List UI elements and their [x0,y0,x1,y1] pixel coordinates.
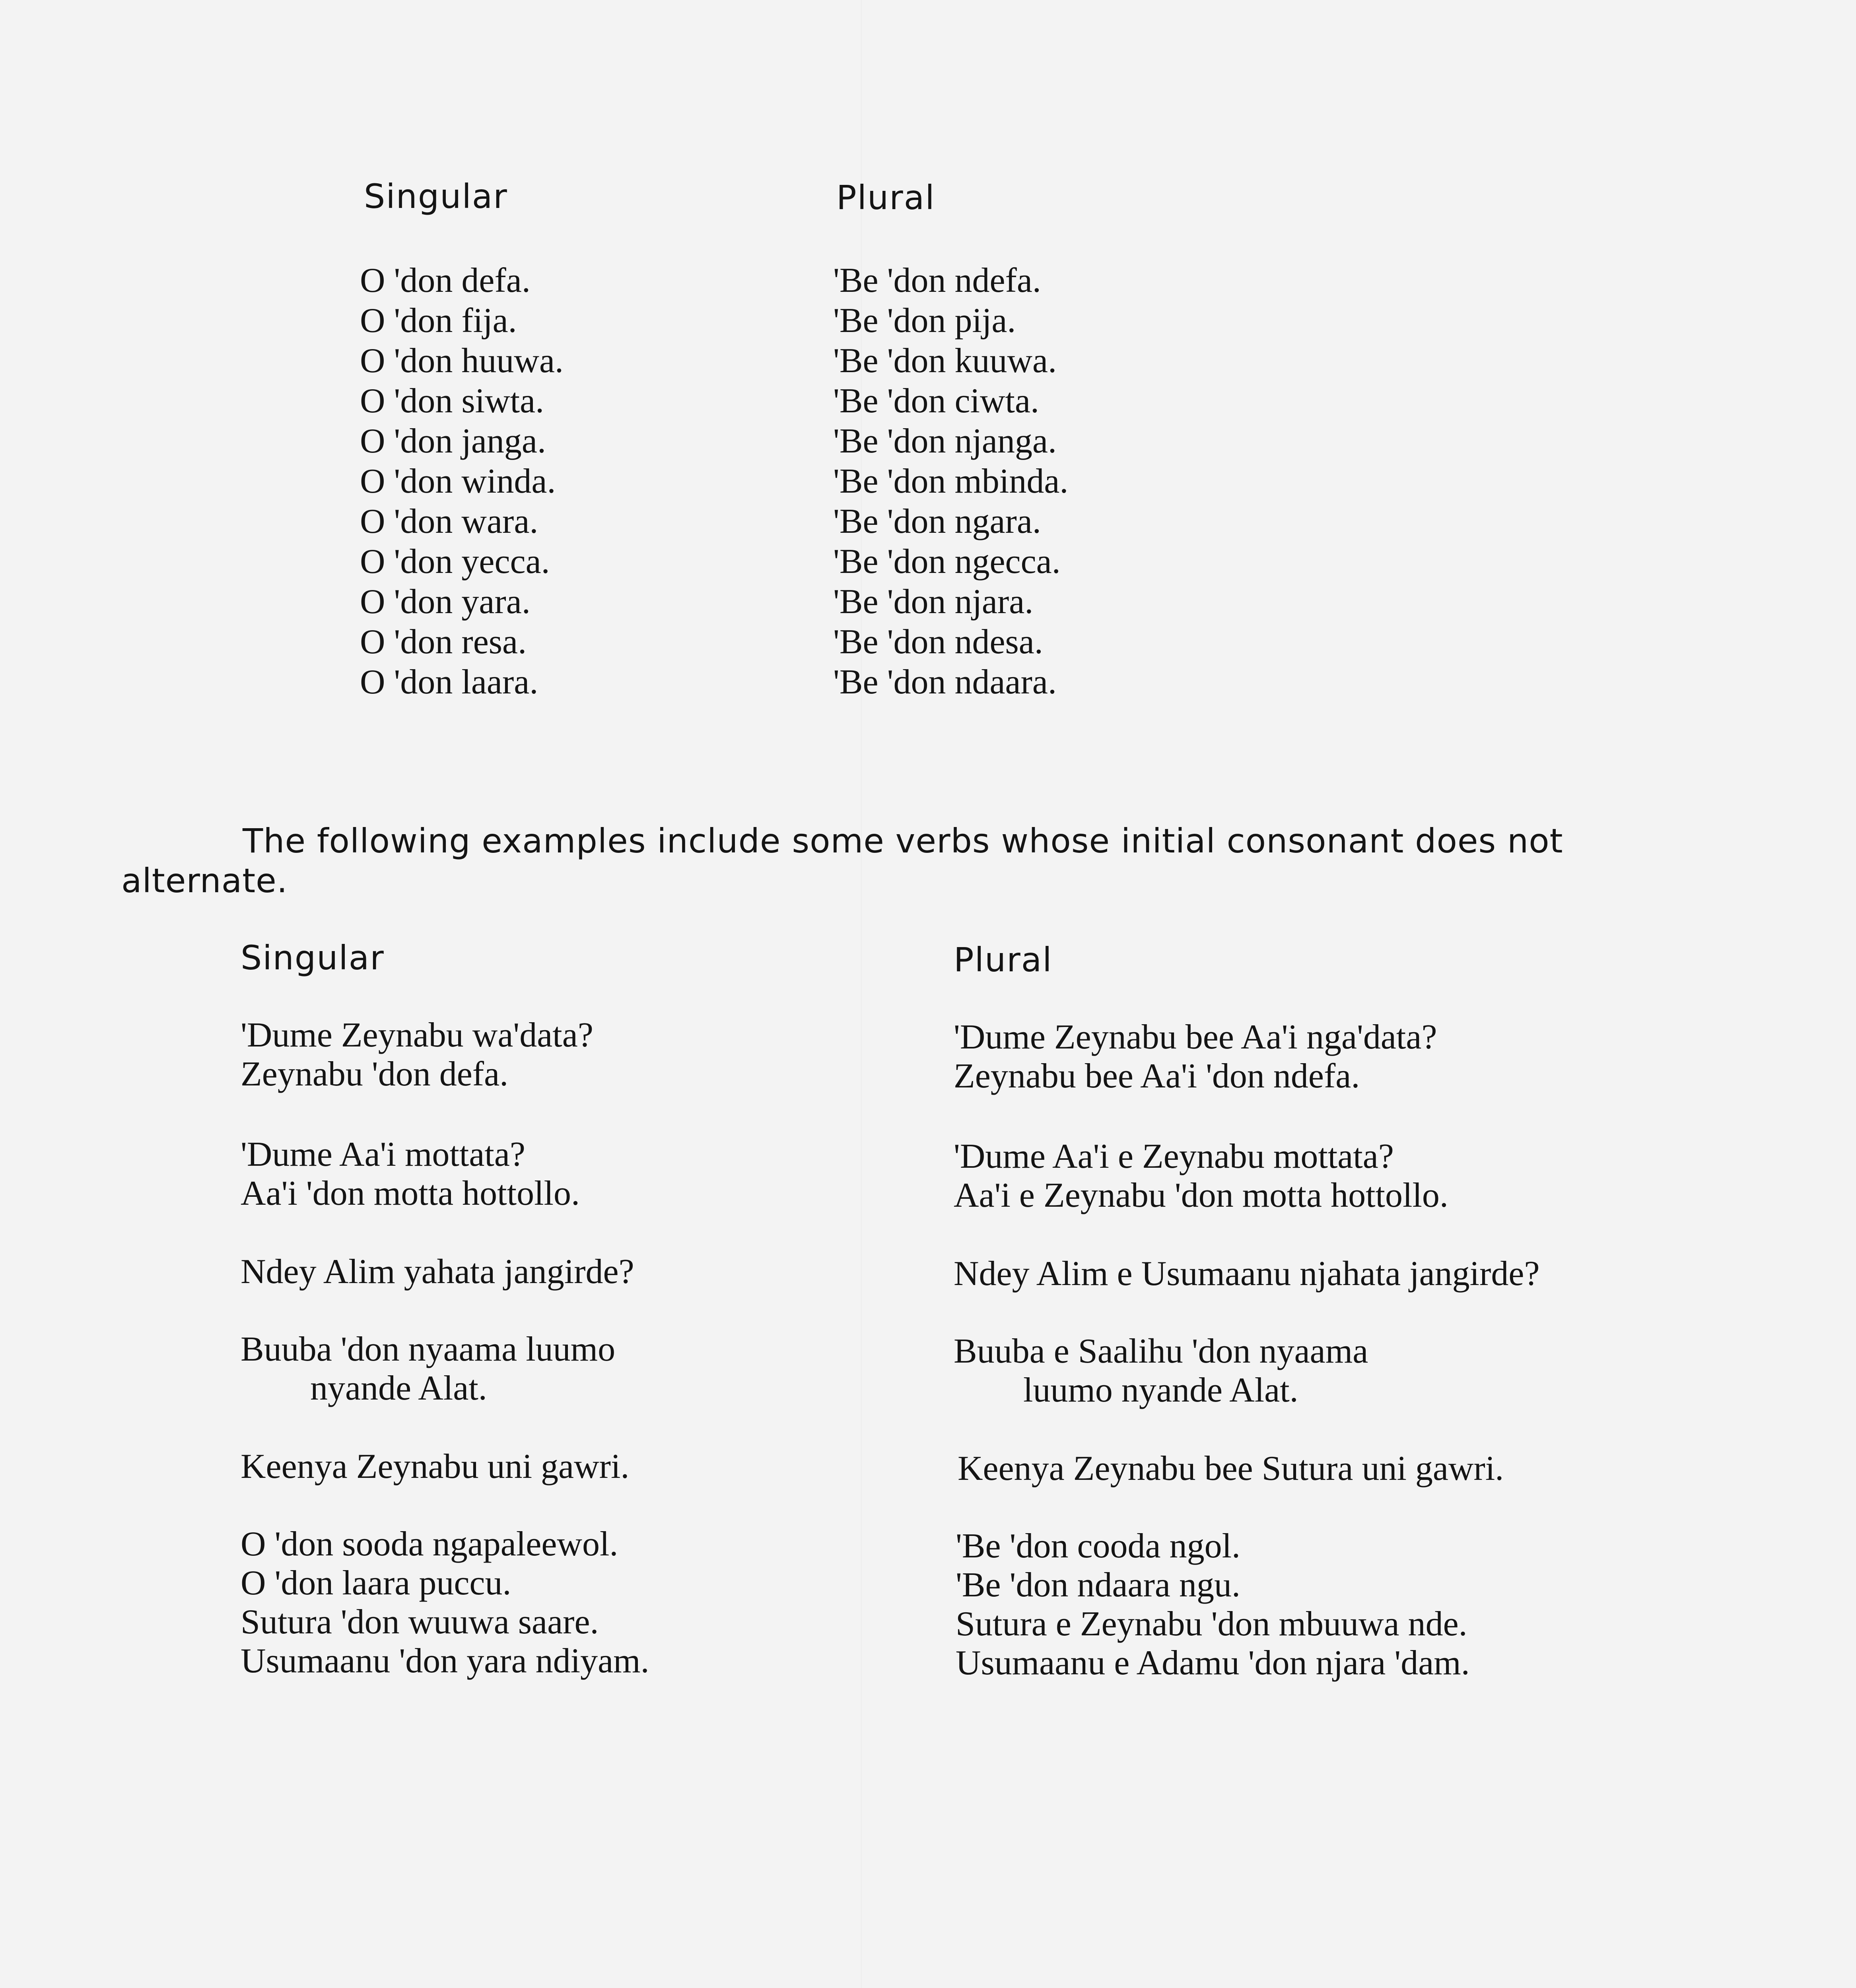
example-group-6-singular [241,1525,649,1681]
list-item: 'Be 'don pija. [833,301,1016,340]
list-item: O 'don defa. [360,261,531,300]
examples-plural-header: Plural [954,940,1053,979]
example-group-4-plural [954,1332,1368,1410]
example-group-1-singular [241,1016,593,1094]
example-sentence: Keenya Zeynabu uni gawri. [241,1447,630,1486]
example-sentence: Buuba 'don nyaama luumo [241,1330,616,1369]
list-item: O 'don fija. [360,301,517,340]
example-group-1-plural [954,1018,1437,1096]
list-item: O 'don yecca. [360,542,550,581]
example-sentence: Keenya Zeynabu bee Sutura uni gawri. [958,1449,1504,1488]
example-sentence: 'Be 'don cooda ngol. [956,1527,1241,1565]
example-sentence: Aa'i e Zeynabu 'don motta hottollo. [954,1176,1448,1215]
list-item: 'Be 'don ngara. [833,502,1041,541]
example-sentence: Zeynabu 'don defa. [241,1055,509,1093]
example-sentence: Zeynabu bee Aa'i 'don ndefa. [954,1057,1360,1095]
example-sentence: Usumaanu 'don yara ndiyam. [241,1642,649,1680]
example-sentence-continuation: nyande Alat. [310,1369,487,1408]
list-item: O 'don janga. [360,422,546,460]
example-sentence: Sutura e Zeynabu 'don mbuuwa nde. [956,1605,1467,1643]
example-sentence: 'Dume Aa'i mottata? [241,1135,525,1174]
example-group-5-singular [241,1447,629,1486]
example-group-2-plural [954,1137,1448,1215]
list-item: O 'don resa. [360,623,527,661]
list-item: O 'don laara. [360,663,538,701]
example-group-6-plural [956,1527,1470,1683]
top-singular-list [360,260,564,702]
example-sentence: O 'don laara puccu. [241,1564,511,1602]
example-sentence: Sutura 'don wuuwa saare. [241,1603,599,1641]
example-sentence: 'Dume Aa'i e Zeynabu mottata? [954,1137,1394,1176]
example-sentence: Buuba e Saalihu 'don nyaama [954,1332,1368,1371]
examples-singular-header: Singular [241,938,385,977]
example-sentence: Ndey Alim yahata jangirde? [241,1252,634,1291]
list-item: O 'don huuwa. [360,342,564,380]
example-sentence: Ndey Alim e Usumaanu njahata jangirde? [954,1254,1540,1293]
example-group-3-plural [954,1254,1540,1293]
list-item: 'Be 'don ndaara. [833,663,1057,701]
list-item: O 'don yara. [360,582,531,621]
example-sentence: 'Dume Zeynabu wa'data? [241,1016,593,1054]
list-item: O 'don siwta. [360,382,544,420]
list-item: 'Be 'don mbinda. [833,462,1069,501]
list-item: 'Be 'don njara. [833,582,1034,621]
example-sentence: O 'don sooda ngapaleewol. [241,1525,618,1563]
list-item: O 'don winda. [360,462,556,501]
list-item: 'Be 'don ndesa. [833,623,1043,661]
list-item: O 'don wara. [360,502,538,541]
top-plural-list [833,260,1068,702]
example-group-3-singular [241,1252,634,1291]
example-group-2-singular [241,1135,580,1213]
example-group-4-singular [241,1330,615,1408]
example-sentence: 'Dume Zeynabu bee Aa'i nga'data? [954,1018,1437,1056]
paragraph-line-1: The following examples include some verbs whose initial consonant does not [243,821,1563,860]
top-plural-header: Plural [836,178,935,217]
list-item: 'Be 'don ndefa. [833,261,1041,300]
example-sentence: 'Be 'don ndaara ngu. [956,1566,1240,1604]
example-group-5-plural [958,1449,1504,1488]
list-item: 'Be 'don njanga. [833,422,1057,460]
list-item: 'Be 'don ngecca. [833,542,1061,581]
list-item: 'Be 'don ciwta. [833,382,1040,420]
top-singular-header: Singular [364,177,508,216]
example-sentence: Aa'i 'don motta hottollo. [241,1174,580,1213]
example-sentence: Usumaanu e Adamu 'don njara 'dam. [956,1644,1470,1682]
example-sentence-continuation: luumo nyande Alat. [1023,1371,1298,1409]
list-item: 'Be 'don kuuwa. [833,342,1057,380]
paragraph-line-2: alternate. [121,861,288,900]
